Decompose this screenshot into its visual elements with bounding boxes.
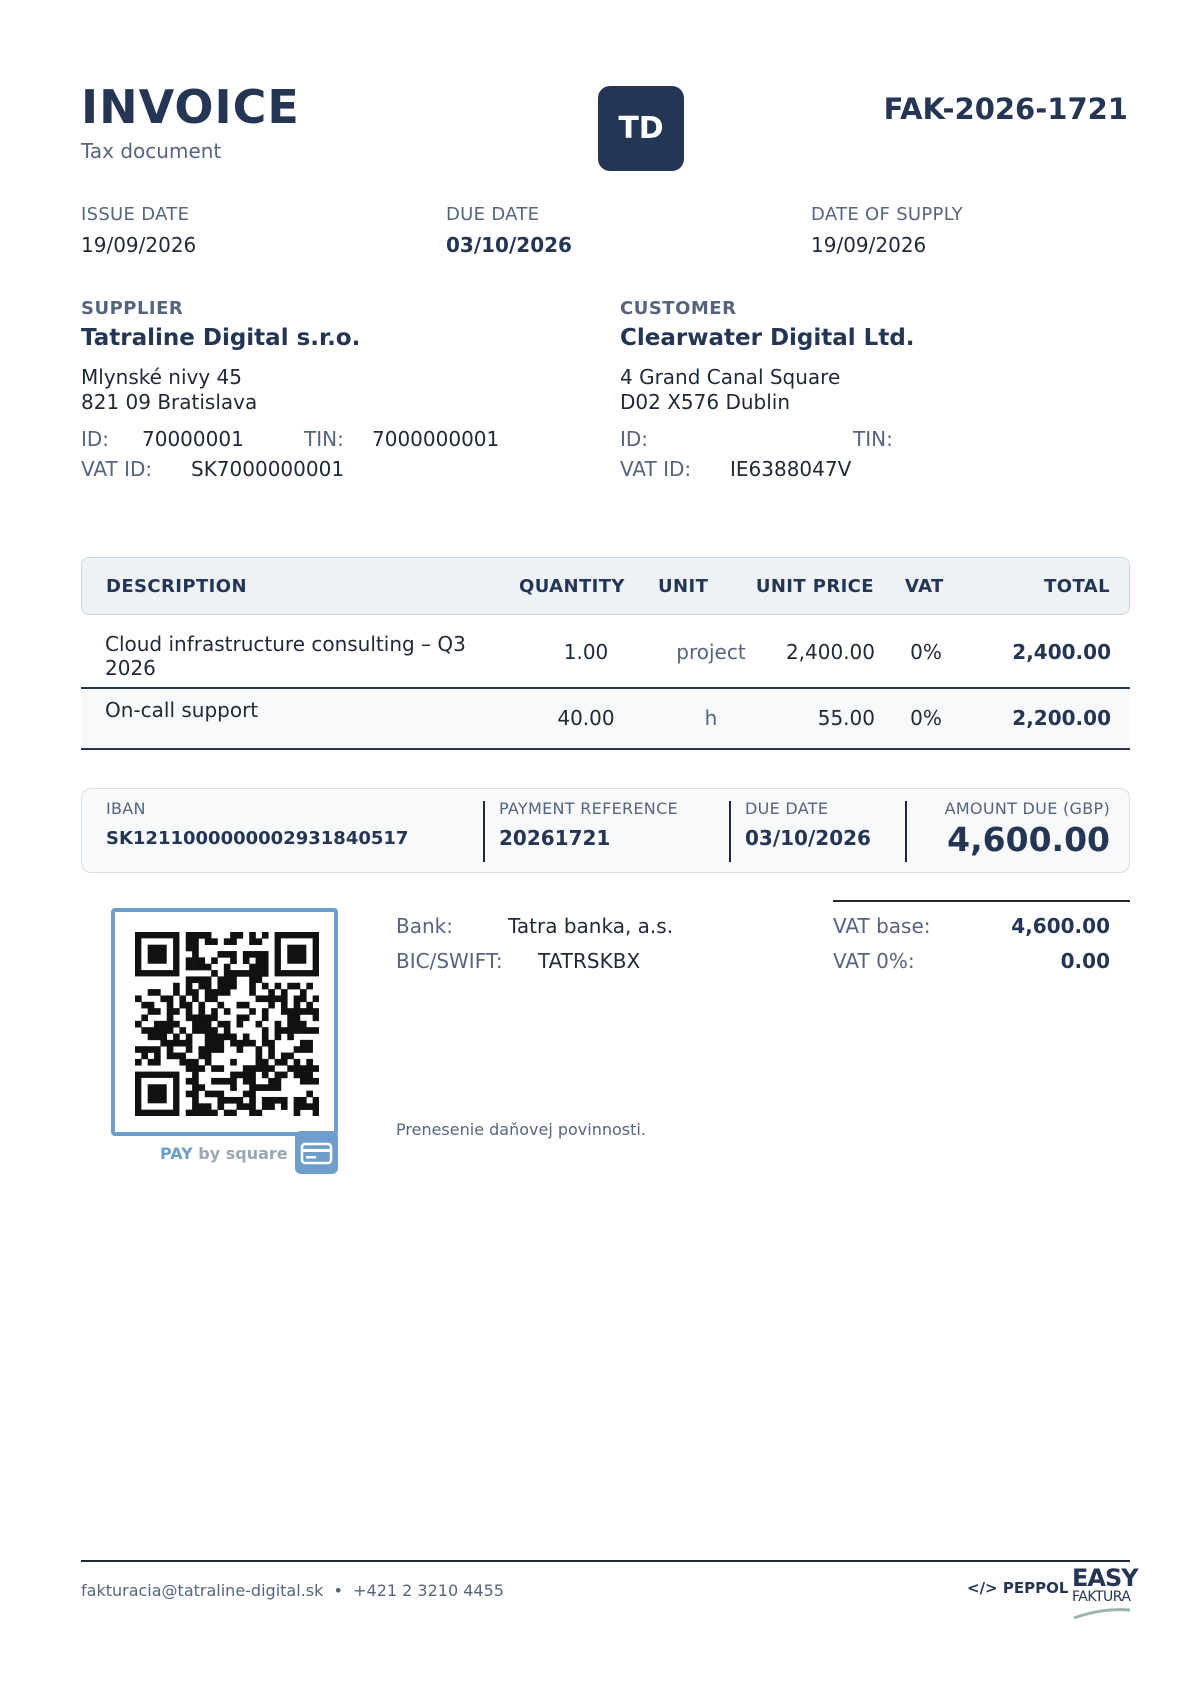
customer-id-label: ID: (620, 427, 649, 451)
due-date-value: 03/10/2026 (446, 233, 572, 257)
customer-name: Clearwater Digital Ltd. (620, 325, 915, 351)
item-description (105, 632, 495, 680)
item-vat: 0% (910, 706, 942, 730)
supplier-id-value: 70000001 (142, 427, 244, 451)
iban-value: SK1211000000002931840517 (106, 828, 409, 849)
amount-due-label: AMOUNT DUE (GBP) (944, 799, 1110, 818)
bank-name-row (396, 914, 674, 938)
vat-rate-row (833, 949, 1110, 973)
col-unit-price-header: UNIT PRICE (755, 576, 874, 597)
item-unit: h (704, 706, 718, 730)
payment-summary-bar (81, 788, 1130, 873)
card-icon (295, 1131, 338, 1174)
swoosh-icon (1072, 1606, 1132, 1620)
pay-by-square-qr-frame (111, 908, 338, 1136)
qr-code (135, 932, 319, 1116)
col-total-header: TOTAL (1044, 576, 1110, 597)
issue-date-block (81, 204, 196, 257)
document-title: INVOICE (81, 80, 300, 134)
col-description-header: DESCRIPTION (106, 576, 247, 597)
bic-row (396, 949, 641, 973)
issue-date-value: 19/09/2026 (81, 233, 197, 257)
col-unit-header: UNIT (658, 576, 709, 597)
due-date-label: DUE DATE (446, 204, 540, 225)
supplier-vat-label: VAT ID: (81, 457, 153, 481)
customer-vat-value: IE6388047V (730, 457, 852, 481)
pay-by-square-pay: PAY (160, 1144, 193, 1163)
customer-address (620, 365, 1100, 415)
item-description-line2: 2026 (105, 656, 156, 680)
divider (905, 801, 907, 862)
supplier-label: SUPPLIER (81, 298, 184, 319)
supplier-address (81, 365, 561, 415)
amount-due-value: 4,600.00 (947, 820, 1110, 859)
customer-address-line1: 4 Grand Canal Square (620, 365, 841, 389)
easy-logo-line2: FAKTURA (1072, 1589, 1131, 1605)
item-unit-price: 55.00 (817, 706, 875, 730)
item-quantity: 1.00 (563, 640, 609, 664)
col-vat-header: VAT (905, 576, 944, 597)
payment-reference-label: PAYMENT REFERENCE (499, 799, 678, 818)
supply-date-label: DATE OF SUPPLY (811, 204, 963, 225)
pay-by-square-by: by square (192, 1144, 288, 1163)
bank-label: Bank: (396, 914, 453, 938)
supplier-address-line1: Mlynské nivy 45 (81, 365, 242, 389)
item-total: 2,200.00 (1012, 706, 1111, 730)
pay-by-square-label (160, 1144, 288, 1163)
supply-date-block (811, 204, 963, 257)
due-date-block (446, 204, 572, 257)
logo-initials: TD (618, 111, 664, 146)
customer-address-line2: D02 X576 Dublin (620, 390, 790, 414)
supplier-tin-value: 7000000001 (372, 427, 500, 451)
payment-due-label: DUE DATE (745, 799, 829, 818)
item-unit: project (676, 640, 746, 664)
item-unit-price: 2,400.00 (785, 640, 875, 664)
supplier-name: Tatraline Digital s.r.o. (81, 325, 361, 351)
bic-label: BIC/SWIFT: (396, 949, 503, 973)
document-subtitle: Tax document (81, 139, 222, 163)
item-vat: 0% (910, 640, 942, 664)
issue-date-label: ISSUE DATE (81, 204, 190, 225)
vat-base-row (833, 914, 1110, 938)
footer-rule (81, 1560, 1130, 1562)
payment-due-value: 03/10/2026 (745, 826, 871, 850)
supplier-address-line2: 821 09 Bratislava (81, 390, 258, 414)
divider (483, 801, 485, 862)
customer-label: CUSTOMER (620, 298, 737, 319)
vat-rate-value: 0.00 (1060, 949, 1110, 973)
item-quantity: 40.00 (557, 706, 615, 730)
iban-label: IBAN (106, 799, 146, 818)
bic-value: TATRSKBX (538, 949, 641, 973)
peppol-badge: </> PEPPOL (967, 1579, 1069, 1597)
easy-logo-line1: EASY (1072, 1564, 1138, 1592)
vat-base-label: VAT base: (833, 914, 931, 938)
table-row (81, 616, 1130, 689)
payment-reference-value: 20261721 (499, 826, 611, 850)
supplier-block (81, 298, 561, 415)
bank-value: Tatra banka, a.s. (508, 914, 674, 938)
item-description: On-call support (105, 698, 259, 722)
item-total: 2,400.00 (1012, 640, 1111, 664)
col-quantity-header: QUANTITY (519, 576, 625, 597)
supply-date-value: 19/09/2026 (811, 233, 927, 257)
divider (729, 801, 731, 862)
customer-tin-label: TIN: (853, 427, 893, 451)
supplier-vat-value: SK7000000001 (191, 457, 345, 481)
customer-vat-label: VAT ID: (620, 457, 692, 481)
vat-summary-rule (833, 900, 1130, 902)
invoice-number: FAK-2026-1721 (883, 92, 1128, 126)
reverse-charge-note: Prenesenie daňovej povinnosti. (396, 1120, 646, 1139)
vat-rate-label: VAT 0%: (833, 949, 915, 973)
vat-base-value: 4,600.00 (1011, 914, 1110, 938)
supplier-id-label: ID: (81, 427, 110, 451)
easy-faktura-logo (1072, 1564, 1138, 1622)
item-description-line1: Cloud infrastructure consulting – Q3 (105, 632, 466, 656)
footer-contact: fakturacia@tatraline-digital.sk • +421 2 3210 4455 (81, 1581, 504, 1600)
supplier-tin-label: TIN: (304, 427, 344, 451)
table-row (81, 689, 1130, 750)
items-table-header (81, 557, 1130, 615)
company-logo (598, 86, 684, 171)
customer-block (620, 298, 1100, 415)
